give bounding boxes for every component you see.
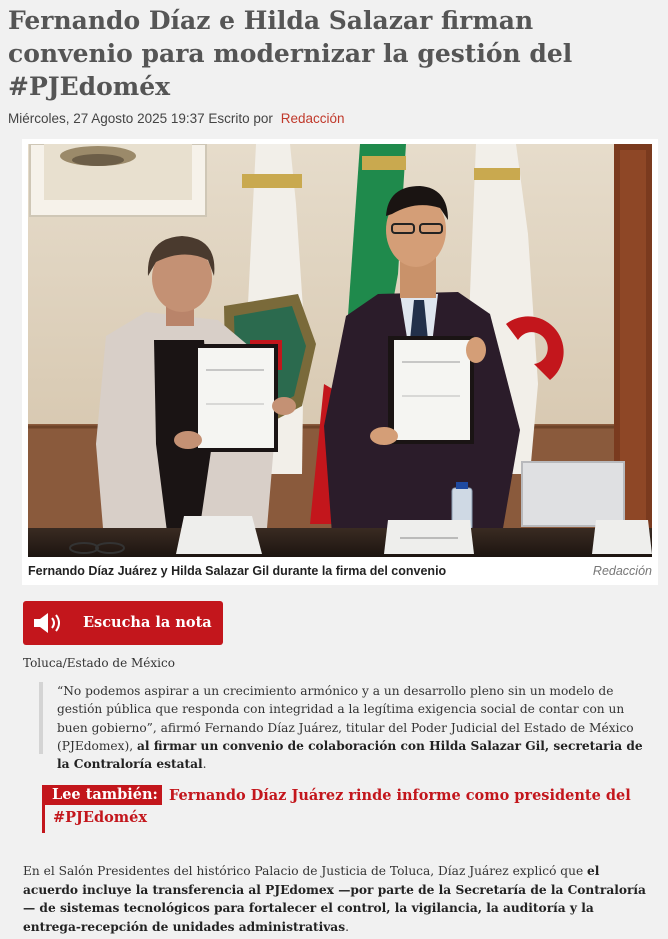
photo-credit: Redacción — [592, 564, 652, 578]
photo-caption — [28, 564, 652, 582]
speaker-icon — [33, 612, 65, 638]
photo-card — [22, 139, 658, 585]
article-photo[interactable] — [28, 144, 652, 557]
dateline: Toluca/Estado de México — [23, 656, 175, 670]
quote-text: “No podemos aspirar a un crecimiento armónico y a un desarrollo pleno sin un modelo de gestión pública que responda con integridad a la legítima exigencia social de contar con un buen gobierno”, afirmó Fernando Díaz Juárez, titular del Poder Judicial del Estado de México (PJEdomex), al firmar un convenio de colaboración con Hilda Salazar Gil, secretaria de la Contraloría estatal. — [57, 684, 643, 772]
caption-text: Fernando Díaz Juárez y Hilda Salazar Gil durante la firma del convenio — [28, 564, 447, 578]
listen-button[interactable] — [23, 601, 223, 645]
read-also-link[interactable]: Fernando Díaz Juárez rinde informe como presidente del — [169, 787, 631, 804]
article-headline: Fernando Díaz e Hilda Salazar firman convenio para modernizar la gestión del #PJEdoméx — [8, 6, 573, 101]
article-date: Miércoles, 27 Agosto 2025 19:37 — [8, 111, 205, 126]
article-paragraph: En el Salón Presidentes del histórico Palacio de Justicia de Toluca, Díaz Juárez explicó que el acuerdo incluye la transferencia al PJEdomex —por parte de la Secretaría de la Contraloría— de sistemas tecnológicos para fortalecer el control, la vigilancia, la auditoría y la entrega-recepción de unidades administrativas. — [23, 864, 646, 934]
listen-button-label: Escucha la nota — [83, 614, 212, 631]
written-by-label: Escrito por — [208, 111, 273, 126]
read-also-tag: Lee también: — [45, 785, 162, 805]
read-also-link-continued[interactable]: #PJEdoméx — [53, 809, 147, 826]
article-meta — [8, 111, 345, 126]
blockquote — [39, 682, 655, 772]
read-also-box — [42, 785, 655, 833]
author-link[interactable]: Redacción — [280, 111, 345, 126]
